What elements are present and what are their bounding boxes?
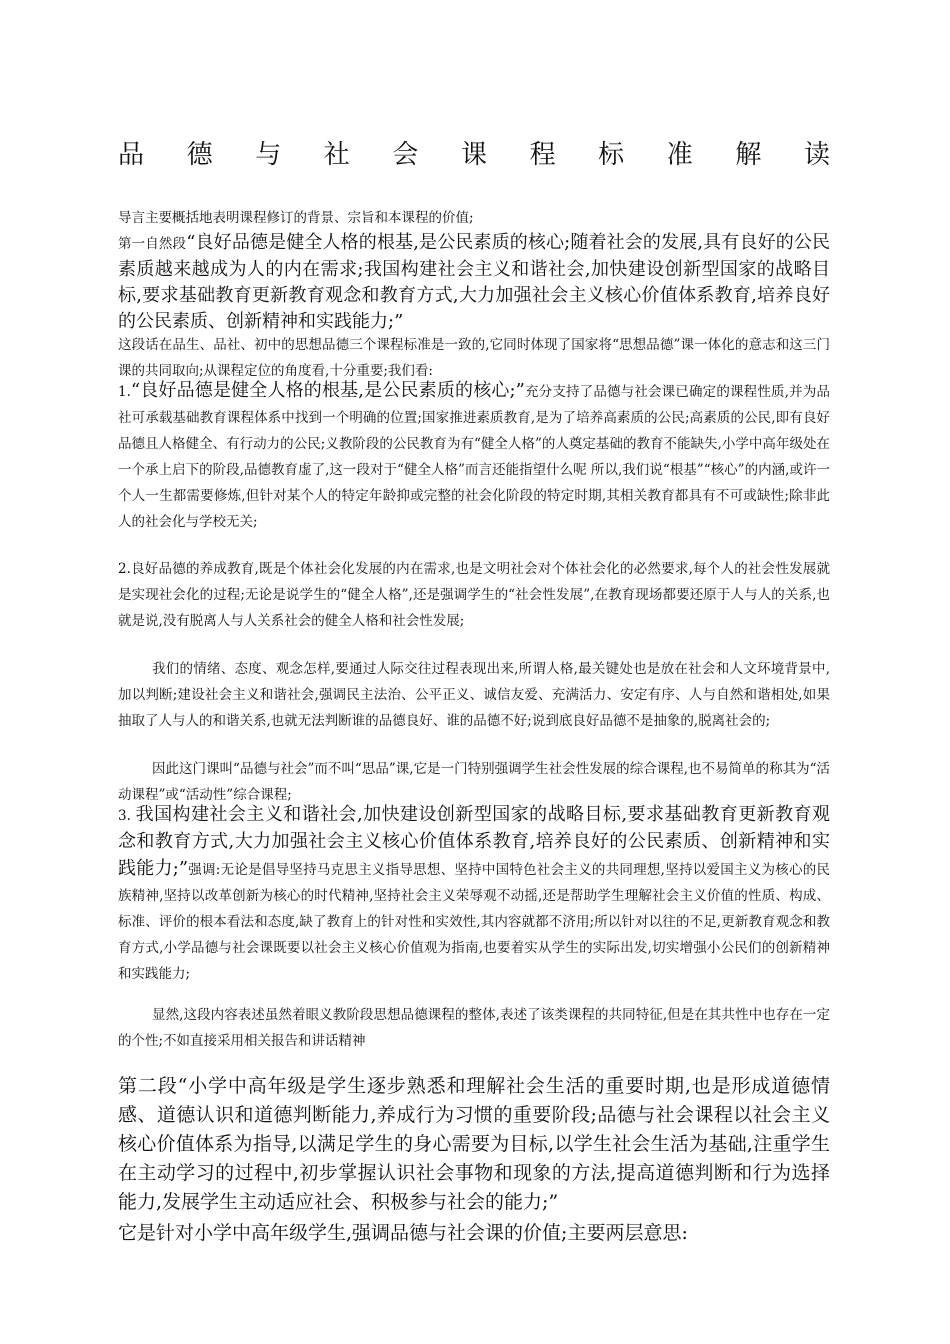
item-3-text: 强调:无论是倡导坚持马克思主义指导思想、坚持中国特色社会主义的共同理想,坚持以爱国主义为核心的民族精神,坚持以改革创新为核心的时代精神,坚持社会主义荣辱观不动摇,还是帮助学生理解社会主义价值的性质、构成、标准、评价的根本看法和态度,缺了教育上的针对性和实效性,其内容就都不济用;所以针对以往的不足,更新教育观念和教育方式,小学品德与社会课既要以社会主义核心价值观为指南,也要着实从学生的实际出发,切实增强小公民们的创新精神和实践能力;: [118, 862, 830, 982]
item-3-quote: 我国构建社会主义和谐社会,加快建设创新型国家的战略目标,要求基础教育更新教育观念和教育方式,大力加强社会主义核心价值体系教育,培养良好的公民素质、创新精神和实践能力;”: [118, 804, 830, 879]
title-char: 读: [803, 140, 830, 170]
title-char: 课: [460, 140, 487, 170]
paragraph-1: [118, 230, 830, 335]
item-2: 2.良好品德的养成教育,既是个体社会化发展的内在需求,也是文明社会对个体社会化的必然要求,每个人的社会性发展就是实现社会化的过程;无论是说学生的“健全人格”,还是强调学生的“社会性发展”,在教育现场都要还原于人与人的关系,也就是说,没有脱离人与人关系社会的健全人格和社会性发展;: [118, 561, 830, 629]
item-3-number: 3.: [118, 808, 131, 824]
paragraph-2: 这段话在品生、品社、初中的思想品德三个课程标准是一致的,它同时体现了国家将“思想品德”课一体化的意志和这三门课的共同取向;从课程定位的角度看,十分重要;我们看:: [118, 337, 830, 379]
title-char: 程: [529, 140, 556, 170]
item-1-quote: “良好品德是健全人格的根基,是公民素质的核心;”: [130, 380, 525, 401]
paragraph-emotion: 我们的情绪、态度、观念怎样,要通过人际交往过程表现出来,所谓人格,最关键处也是放在社会和人文环境背景中,加以判断;建设社会主义和谐社会,强调民主法治、公平正义、诚信友爱、充满活力、安定有序、人与自然和谐相处,如果抽取了人与人的和谐关系,也就无法判断谁的品德良好、谁的品德不好;说到底良好品德不是抽象的,脱离社会的;: [118, 661, 830, 729]
paragraph-obvious: 显然,这段内容表述虽然着眼义教阶段思想品德课程的整体,表述了该类课程的共同特征,但是在其共性中也存在一定的个性;不如直接采用相关报告和讲话精神: [118, 1007, 830, 1049]
item-3: [118, 802, 830, 987]
paragraph-second: 第二段“小学中高年级是学生逐步熟悉和理解社会生活的重要时期,也是形成道德情感、道德认识和道德判断能力,养成行为习惯的重要阶段;品德与社会课程以社会主义核心价值体系为指导,以满足学生的身心需要为目标,以学生社会生活为基础,注重学生在主动学习的过程中,初步掌握认识社会事物和现象的方法,提高道德判断和行为选择能力,发展学生主动适应社会、积极参与社会的能力;”: [118, 1075, 830, 1213]
title-char: 会: [392, 140, 419, 170]
title-char: 社: [323, 140, 350, 170]
title-char: 德: [186, 140, 213, 170]
item-1-number: 1.: [118, 384, 131, 400]
page-title: [118, 134, 830, 171]
item-1-text: 充分支持了品德与社会课已确定的课程性质,并为品社可承载基础教育课程体系中找到一个明确的位置;国家推进素质教育,是为了培养高素质的公民;高素质的公民,即有良好品德且人格健全、有行动力的公民;义教阶段的公民教育为有“健全人格”的人奠定基础的教育不能缺失,小学中高年级处在一个承上启下的阶段,品德教育虚了,这一段对于“健全人格”而言还能指望什么呢 所以,我们说“根基”“核心”的内涵,或许一个人一生都需要修炼,但针对某个人的特定年龄抑或完整的社会化阶段的特定时期,其相关教育都具有不可或缺性;除非此人的社会化与学校无关;: [118, 384, 830, 530]
paragraph-last: 它是针对小学中高年级学生,强调品德与社会课的价值;主要两层意思:: [118, 1222, 688, 1244]
intro-paragraph: 导言主要概括地表明课程修订的背景、宗旨和本课程的价值;: [118, 210, 474, 226]
title-char: 解: [735, 140, 762, 170]
paragraph-course: 因此这门课叫“品德与社会”而不叫“思品”课,它是一门特别强调学生社会性发展的综合课程,也不易简单的称其为“活动课程”或“活动性”综合课程;: [118, 761, 830, 803]
title-char: 准: [666, 140, 693, 170]
item-1: [118, 378, 830, 535]
paragraph-1-label: 第一自然段: [118, 236, 187, 252]
paragraph-1-quote: “良好品德是健全人格的根基,是公民素质的核心;随着社会的发展,具有良好的公民素质越来越成为人的内在需求;我国构建社会主义和谐社会,加快建设创新型国家的战略目标,要求基础教育更新教育观念和教育方式,大力加强社会主义核心价值体系教育,培养良好的公民素质、创新精神和实践能力;”: [118, 232, 831, 332]
title-char: 标: [598, 140, 625, 170]
title-char: 品: [118, 140, 145, 170]
title-char: 与: [255, 140, 282, 170]
